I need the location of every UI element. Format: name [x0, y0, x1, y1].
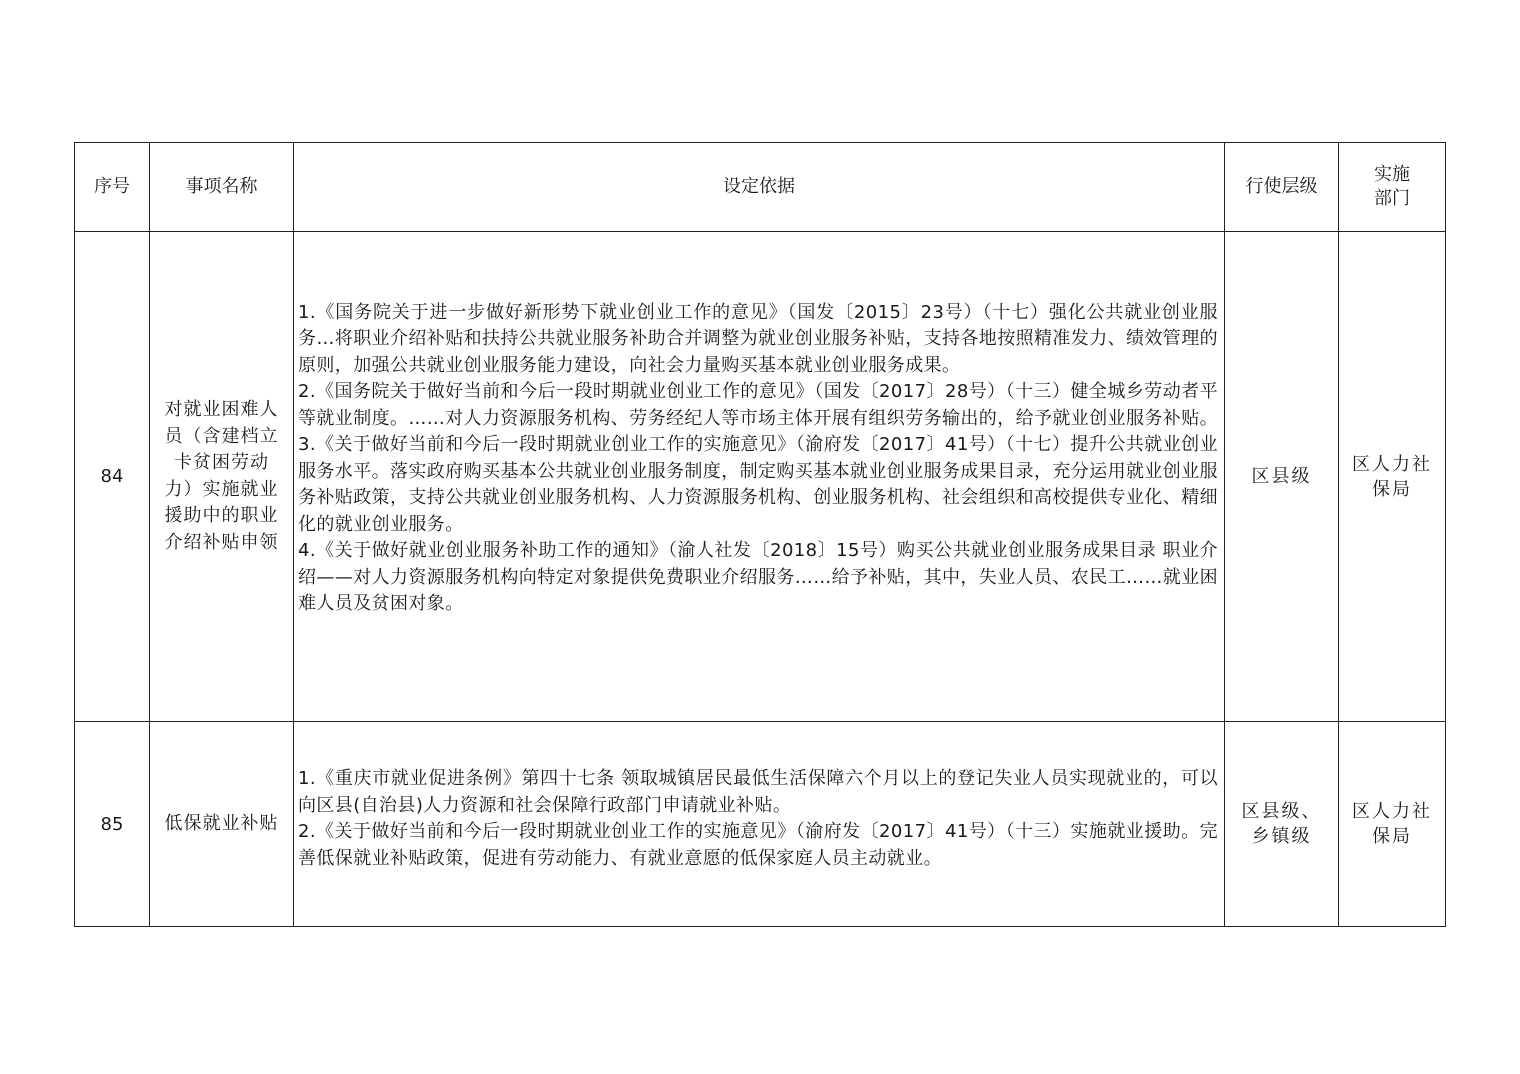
item-name-line: 员（含建档立	[164, 425, 279, 447]
item-name-line: 介绍补贴申领	[164, 531, 279, 553]
header-seq-label: 序号	[94, 176, 130, 197]
seq-value: 84	[100, 466, 124, 487]
dept-value-line: 保局	[1372, 478, 1412, 500]
basis-list	[298, 300, 1218, 654]
seq-value: 85	[100, 813, 124, 835]
header-dept-label-line2: 部门	[1374, 188, 1410, 209]
header-basis	[294, 143, 1225, 232]
dept-cell	[1339, 722, 1446, 927]
header-dept-label-line1: 实施	[1374, 164, 1410, 185]
basis-list	[298, 766, 1218, 882]
basis-cell	[294, 232, 1225, 722]
dept-value-line: 区人力社	[1352, 453, 1432, 475]
seq-cell	[75, 232, 150, 722]
table-row	[75, 722, 1446, 927]
level-value: 区县级	[1251, 466, 1312, 487]
header-name	[150, 143, 294, 232]
level-value-line: 乡镇级	[1251, 826, 1312, 847]
basis-item: 1.《重庆市就业促进条例》第四十七条 领取城镇居民最低生活保障六个月以上的登记失业人员实现就业的，可以向区县(自治县)人力资源和社会保障行政部门申请就业补贴。	[298, 768, 1218, 816]
level-cell	[1225, 232, 1339, 722]
basis-item: 4.《关于做好就业创业服务补助工作的通知》（渝人社发〔2018〕15号）购买公共就业创业服务成果目录 职业介绍——对人力资源服务机构向特定对象提供免费职业介绍服务……给予补贴，其中，失业人员、农民工……就业困难人员及贫困对象。	[298, 540, 1218, 614]
basis-item: 2.《关于做好当前和今后一段时期就业创业工作的实施意见》（渝府发〔2017〕41号）（十三）实施就业援助。完善低保就业补贴政策，促进有劳动能力、有就业意愿的低保家庭人员主动就业。	[298, 821, 1218, 869]
item-name-line: 低保就业补贴	[164, 812, 279, 834]
item-name-line: 力）实施就业	[164, 478, 279, 500]
header-level-label: 行使层级	[1245, 176, 1318, 197]
level-value-line: 区县级、	[1241, 801, 1322, 822]
basis-cell	[294, 722, 1225, 927]
item-name-cell	[150, 722, 294, 927]
header-row	[75, 143, 1446, 232]
item-table	[74, 142, 1446, 927]
item-name-line: 卡贫困劳动	[174, 452, 269, 473]
basis-item: 1.《国务院关于进一步做好新形势下就业创业工作的意见》（国发〔2015〕23号）（十七）强化公共就业创业服务…将职业介绍补贴和扶持公共就业服务补助合并调整为就业创业服务补贴，支持各地按照精准发力、绩效管理的原则，加强公共就业创业服务能力建设，向社会力量购买基本就业创业服务成果。	[298, 301, 1218, 376]
header-basis-label: 设定依据	[723, 176, 795, 197]
dept-value-line: 保局	[1372, 826, 1412, 847]
basis-item: 3.《关于做好当前和今后一段时期就业创业工作的实施意见》（渝府发〔2017〕41号）（十七）提升公共就业创业服务水平。落实政府购买基本公共就业创业服务制度，制定购买基本就业创业服务成果目录，充分运用就业创业服务补贴政策，支持公共就业创业服务机构、人力资源服务机构、创业服务机构、社会组织和高校提供专业化、精细化的就业创业服务。	[298, 434, 1218, 535]
item-name-line: 援助中的职业	[164, 505, 279, 526]
level-cell	[1225, 722, 1339, 927]
item-name-cell	[150, 232, 294, 722]
basis-item: 2.《国务院关于做好当前和今后一段时期就业创业工作的意见》（国发〔2017〕28号）（十三）健全城乡劳动者平等就业制度。……对人力资源服务机构、劳务经纪人等市场主体开展有组织劳务输出的，给予就业创业服务补贴。	[298, 381, 1218, 429]
header-name-label: 事项名称	[185, 176, 258, 197]
dept-value-line: 区人力社	[1352, 801, 1432, 822]
table-row	[75, 232, 1446, 722]
header-seq	[75, 143, 150, 232]
header-dept	[1339, 143, 1446, 232]
seq-cell	[75, 722, 150, 927]
header-level	[1225, 143, 1339, 232]
dept-cell	[1339, 232, 1446, 722]
item-name-line: 对就业困难人	[164, 399, 279, 420]
